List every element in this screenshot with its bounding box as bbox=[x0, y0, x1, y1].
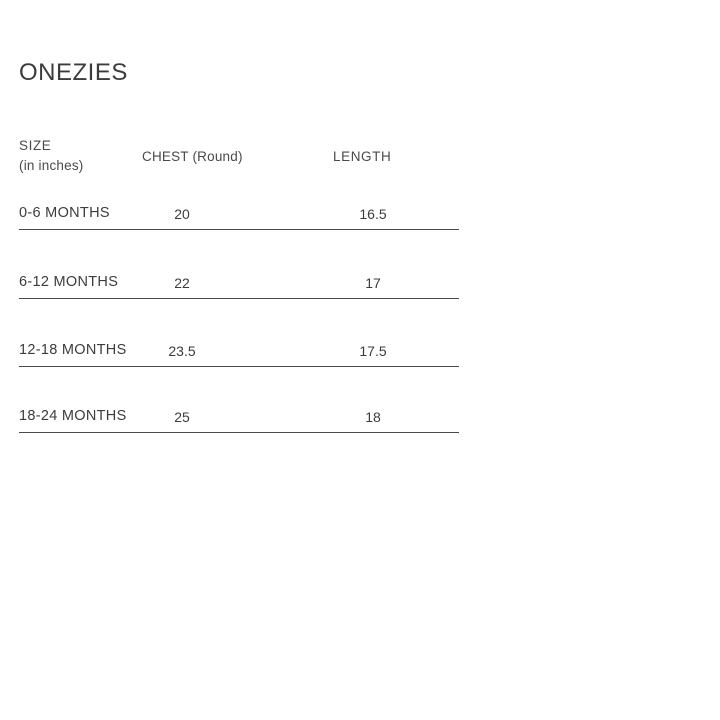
table-row bbox=[19, 342, 459, 410]
row-length-value: 16.5 bbox=[359, 206, 387, 222]
row-divider bbox=[19, 229, 459, 230]
row-chest-value: 25 bbox=[174, 409, 190, 425]
table-row bbox=[19, 408, 459, 476]
row-length-value: 17.5 bbox=[359, 343, 387, 359]
row-chest-value: 23.5 bbox=[168, 343, 196, 359]
column-header-size: SIZE bbox=[19, 138, 52, 153]
row-length-value: 18 bbox=[365, 409, 381, 425]
row-divider bbox=[19, 298, 459, 299]
row-size-label: 0-6 MONTHS bbox=[19, 205, 110, 221]
row-length-value: 17 bbox=[365, 275, 381, 291]
row-divider bbox=[19, 366, 459, 367]
table-row bbox=[19, 274, 459, 342]
column-header-chest: CHEST (Round) bbox=[142, 149, 243, 164]
row-size-label: 12-18 MONTHS bbox=[19, 342, 127, 358]
row-chest-value: 22 bbox=[174, 275, 190, 291]
row-size-label: 6-12 MONTHS bbox=[19, 274, 119, 290]
row-divider bbox=[19, 432, 459, 433]
page-title: ONEZIES bbox=[19, 59, 128, 86]
column-header-length: LENGTH bbox=[333, 149, 392, 164]
row-chest-value: 20 bbox=[174, 206, 190, 222]
column-header-size-units: (in inches) bbox=[19, 158, 84, 173]
row-size-label: 18-24 MONTHS bbox=[19, 408, 127, 424]
table-row bbox=[19, 205, 459, 273]
